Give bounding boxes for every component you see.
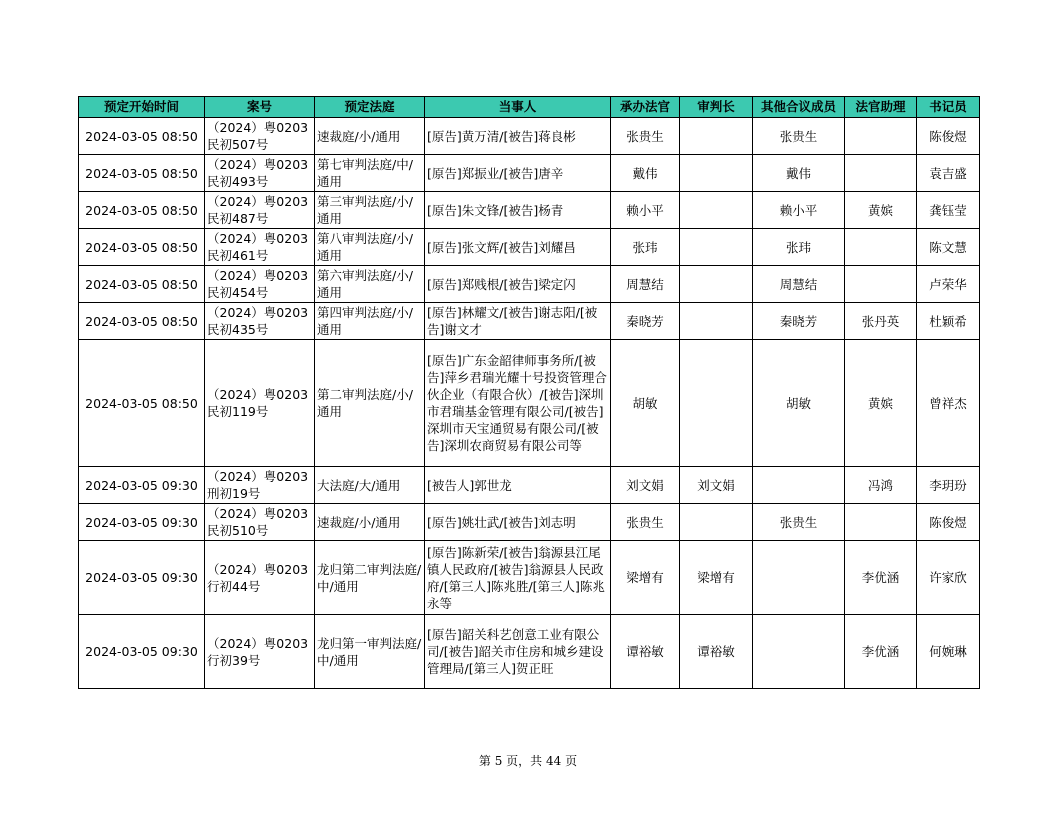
case-number-cell: （2024）粤0203民初435号 (205, 303, 315, 340)
judge-assistant-cell: 李优涵 (845, 541, 917, 615)
hearing-time-cell: 2024-03-05 08:50 (79, 118, 205, 155)
panel-members-cell (753, 615, 845, 689)
case-number-cell: （2024）粤0203民初461号 (205, 229, 315, 266)
judge-cell: 胡敏 (611, 340, 680, 467)
parties-cell: [原告]郑振业/[被告]唐辛 (425, 155, 611, 192)
presiding-judge-cell (680, 118, 753, 155)
table-row (79, 155, 980, 192)
parties-cell: [原告]广东金韶律师事务所/[被告]萍乡君瑞光耀十号投资管理合伙企业（有限合伙）/[被告]深圳市君瑞基金管理有限公司/[被告]深圳市天宝通贸易有限公司/[被告]深圳农商贸易有限公司等 (425, 340, 611, 467)
courtroom-cell: 第七审判法庭/中/通用 (315, 155, 425, 192)
judge-assistant-cell: 冯鸿 (845, 467, 917, 504)
case-number-cell: （2024）粤0203民初493号 (205, 155, 315, 192)
presiding-judge-cell: 刘文娟 (680, 467, 753, 504)
courtroom-cell: 大法庭/大/通用 (315, 467, 425, 504)
hearing-schedule-table (78, 96, 980, 689)
presiding-judge-cell (680, 340, 753, 467)
hearing-time-cell: 2024-03-05 08:50 (79, 155, 205, 192)
column-header-presiding-judge: 审判长 (680, 97, 753, 118)
case-number-cell: （2024）粤0203民初507号 (205, 118, 315, 155)
hearing-time-cell: 2024-03-05 08:50 (79, 266, 205, 303)
courtroom-cell: 第二审判法庭/小/通用 (315, 340, 425, 467)
hearing-time-cell: 2024-03-05 08:50 (79, 340, 205, 467)
judge-assistant-cell (845, 266, 917, 303)
parties-cell: [原告]姚壮武/[被告]刘志明 (425, 504, 611, 541)
presiding-judge-cell (680, 504, 753, 541)
hearing-time-cell: 2024-03-05 09:30 (79, 467, 205, 504)
courtroom-cell: 第六审判法庭/小/通用 (315, 266, 425, 303)
table-row (79, 118, 980, 155)
courtroom-cell: 速裁庭/小/通用 (315, 504, 425, 541)
courtroom-cell: 龙归第二审判法庭/中/通用 (315, 541, 425, 615)
judge-assistant-cell (845, 155, 917, 192)
judge-cell: 赖小平 (611, 192, 680, 229)
table-row (79, 541, 980, 615)
clerk-cell: 陈俊煜 (917, 504, 980, 541)
case-number-cell: （2024）粤0203刑初19号 (205, 467, 315, 504)
judge-cell: 周慧结 (611, 266, 680, 303)
panel-members-cell (753, 541, 845, 615)
presiding-judge-cell (680, 192, 753, 229)
panel-members-cell: 戴伟 (753, 155, 845, 192)
hearing-time-cell: 2024-03-05 08:50 (79, 229, 205, 266)
column-header-case-number: 案号 (205, 97, 315, 118)
table-row (79, 266, 980, 303)
presiding-judge-cell: 谭裕敏 (680, 615, 753, 689)
table-body (79, 118, 980, 689)
judge-cell: 张贵生 (611, 118, 680, 155)
hearing-time-cell: 2024-03-05 08:50 (79, 303, 205, 340)
clerk-cell: 卢荣华 (917, 266, 980, 303)
parties-cell: [原告]陈新荣/[被告]翁源县江尾镇人民政府/[被告]翁源县人民政府/[第三人]陈兆胜/[第三人]陈兆永等 (425, 541, 611, 615)
judge-assistant-cell: 黄嫔 (845, 192, 917, 229)
column-header-panel-members: 其他合议成员 (753, 97, 845, 118)
column-header-parties: 当事人 (425, 97, 611, 118)
case-number-cell: （2024）粤0203民初119号 (205, 340, 315, 467)
panel-members-cell: 胡敏 (753, 340, 845, 467)
judge-assistant-cell: 李优涵 (845, 615, 917, 689)
clerk-cell: 陈俊煜 (917, 118, 980, 155)
judge-assistant-cell: 黄嫔 (845, 340, 917, 467)
presiding-judge-cell (680, 266, 753, 303)
hearing-time-cell: 2024-03-05 09:30 (79, 504, 205, 541)
parties-cell: [原告]郑贱根/[被告]梁定闪 (425, 266, 611, 303)
judge-cell: 秦晓芳 (611, 303, 680, 340)
judge-assistant-cell (845, 118, 917, 155)
judge-cell: 张贵生 (611, 504, 680, 541)
parties-cell: [原告]朱文锋/[被告]杨青 (425, 192, 611, 229)
presiding-judge-cell (680, 155, 753, 192)
hearing-time-cell: 2024-03-05 08:50 (79, 192, 205, 229)
clerk-cell: 杜颖希 (917, 303, 980, 340)
clerk-cell: 李玥玢 (917, 467, 980, 504)
judge-assistant-cell (845, 504, 917, 541)
presiding-judge-cell (680, 303, 753, 340)
table-row (79, 229, 980, 266)
presiding-judge-cell (680, 229, 753, 266)
presiding-judge-cell: 梁增有 (680, 541, 753, 615)
clerk-cell: 龚钰莹 (917, 192, 980, 229)
clerk-cell: 袁吉盛 (917, 155, 980, 192)
clerk-cell: 何婉琳 (917, 615, 980, 689)
case-number-cell: （2024）粤0203行初39号 (205, 615, 315, 689)
courtroom-cell: 速裁庭/小/通用 (315, 118, 425, 155)
table-row (79, 467, 980, 504)
hearing-time-cell: 2024-03-05 09:30 (79, 541, 205, 615)
page-footer: 第 5 页，共 44 页 (478, 754, 578, 768)
column-header-clerk: 书记员 (917, 97, 980, 118)
table-row (79, 192, 980, 229)
parties-cell: [原告]黄万清/[被告]蒋良彬 (425, 118, 611, 155)
case-number-cell: （2024）粤0203行初44号 (205, 541, 315, 615)
table-row (79, 615, 980, 689)
panel-members-cell: 张玮 (753, 229, 845, 266)
panel-members-cell: 秦晓芳 (753, 303, 845, 340)
clerk-cell: 许家欣 (917, 541, 980, 615)
courtroom-cell: 第八审判法庭/小/通用 (315, 229, 425, 266)
table-row (79, 504, 980, 541)
clerk-cell: 曾祥杰 (917, 340, 980, 467)
judge-cell: 戴伟 (611, 155, 680, 192)
judge-assistant-cell (845, 229, 917, 266)
column-header-judge-assistant: 法官助理 (845, 97, 917, 118)
column-header-time: 预定开始时间 (79, 97, 205, 118)
parties-cell: [原告]林耀文/[被告]谢志阳/[被告]谢文才 (425, 303, 611, 340)
table-row (79, 340, 980, 467)
case-number-cell: （2024）粤0203民初487号 (205, 192, 315, 229)
column-header-courtroom: 预定法庭 (315, 97, 425, 118)
table-header-row (79, 97, 980, 118)
judge-cell: 谭裕敏 (611, 615, 680, 689)
panel-members-cell: 周慧结 (753, 266, 845, 303)
courtroom-cell: 第三审判法庭/小/通用 (315, 192, 425, 229)
parties-cell: [原告]韶关科艺创意工业有限公司/[被告]韶关市住房和城乡建设管理局/[第三人]贺正旺 (425, 615, 611, 689)
parties-cell: [被告人]郭世龙 (425, 467, 611, 504)
table-row (79, 303, 980, 340)
panel-members-cell (753, 467, 845, 504)
judge-cell: 刘文娟 (611, 467, 680, 504)
judge-cell: 张玮 (611, 229, 680, 266)
panel-members-cell: 张贵生 (753, 118, 845, 155)
case-number-cell: （2024）粤0203民初454号 (205, 266, 315, 303)
case-number-cell: （2024）粤0203民初510号 (205, 504, 315, 541)
panel-members-cell: 赖小平 (753, 192, 845, 229)
clerk-cell: 陈文慧 (917, 229, 980, 266)
parties-cell: [原告]张文辉/[被告]刘耀昌 (425, 229, 611, 266)
judge-assistant-cell: 张丹英 (845, 303, 917, 340)
hearing-time-cell: 2024-03-05 09:30 (79, 615, 205, 689)
judge-cell: 梁增有 (611, 541, 680, 615)
column-header-judge: 承办法官 (611, 97, 680, 118)
courtroom-cell: 龙归第一审判法庭/中/通用 (315, 615, 425, 689)
courtroom-cell: 第四审判法庭/小/通用 (315, 303, 425, 340)
panel-members-cell: 张贵生 (753, 504, 845, 541)
